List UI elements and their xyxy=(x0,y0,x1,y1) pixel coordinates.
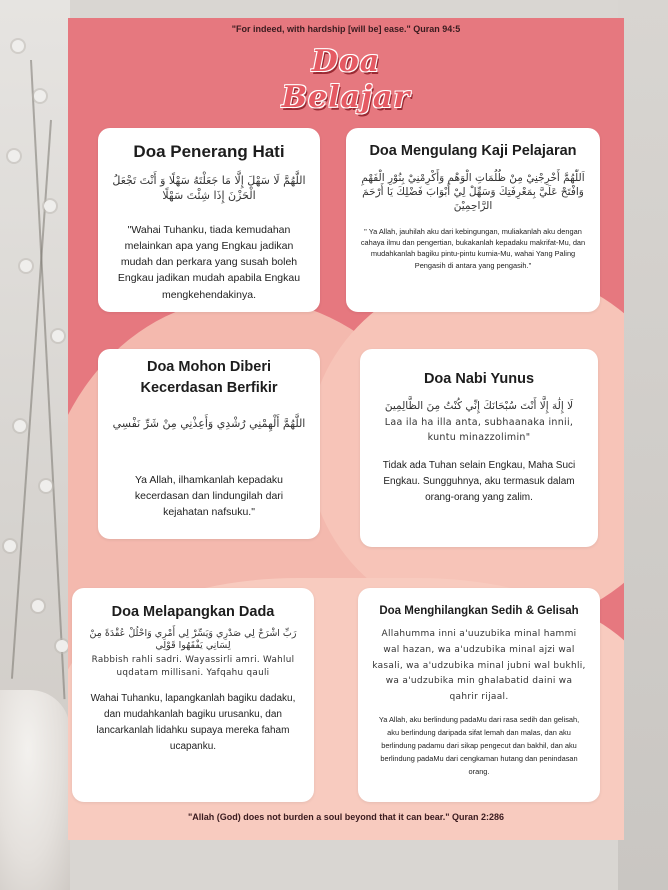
card-heading: Doa Menghilangkan Sedih & Gelisah xyxy=(379,605,579,617)
transliteration-text: Laa ila ha illa anta, subhaanaka innii, kuntu minazzolimin" xyxy=(384,417,574,443)
flower xyxy=(40,480,52,492)
flower xyxy=(34,90,46,102)
top-quote: "For indeed, with hardship [will be] ease." Quran 94:5 xyxy=(231,24,461,34)
card-heading: Doa Melapangkan Dada xyxy=(111,604,275,620)
flower xyxy=(8,150,20,162)
flower xyxy=(32,600,44,612)
flower xyxy=(52,330,64,342)
flower xyxy=(12,40,24,52)
flower xyxy=(56,640,68,652)
card-heading: Doa Mohon Diberi Kecerdasan Berfikir xyxy=(140,359,278,397)
transliteration-text: Rabbish rahli sadri. Wayassirli amri. Wahlul uqdatam millisani. Yafqahu qauli xyxy=(91,654,295,679)
white-vase xyxy=(0,690,70,890)
flower xyxy=(14,420,26,432)
meaning-text: Ya Allah, aku berlindung padaMu dari rasa sedih dan gelisah, aku berlindung daripada sifat lemah dan malas, dan aku berlindung padamu dari sikap pengecut dan bakhil, dan aku berlindung padaMu dari cengkaman hutang dan penindasan orang. xyxy=(378,714,580,776)
doa-card-mengulang-kaji xyxy=(346,128,600,312)
card-heading: Doa Mengulang Kaji Pelajaran xyxy=(369,143,577,159)
arabic-text: اللَّهُمَّ أَلْهِمْنِي رُشْدِي وَأَعِذْنِي مِنْ شَرِّ نَفْسِي xyxy=(112,417,306,431)
meaning-text: Ya Allah, ilhamkanlah kepadaku kecerdasan dan lindungilah dari kejahatan nafsuku." xyxy=(134,473,284,519)
meaning-text: " Ya Allah, jauhilah aku dari kebingungan, muliakanlah aku dengan cahaya ilmu dan pengertian, bukakanlah kepadaku makrifat-Mu, dan mudahkanlah bagiku pintu-pintu kurnia-Mu, wahai Yang Paling Pengasih di antara yang pengasih." xyxy=(360,226,586,270)
meaning-text: Wahai Tuhanku, lapangkanlah bagiku dadaku, dan mudahkanlah bagiku urusanku, dan lancarkanlah lidahku supaya mereka faham ucapanku. xyxy=(90,693,296,752)
card-heading: Doa Nabi Yunus xyxy=(423,371,535,387)
meaning-text: Tidak ada Tuhan selain Engkau, Maha Suci Engkau. Sungguhnya, aku termasuk dalam orang-orang yang zalim. xyxy=(382,459,576,503)
flower xyxy=(20,260,32,272)
arabic-text: اَللّٰهُمَّ أَخْرِجْنِيْ مِنْ ظُلُمَاتِ الْوَهْمِ وَأَكْرِمْنِيْ بِنُوْرِ الْفَهْمِ وَافْتَحْ عَلَيَّ بِمَعْرِفَتِكَ وَسَهِّلْ لِيْ أَبْوَابَ فَضْلِكَ يَا أَرْحَمَ الرَّاحِمِيْنَ xyxy=(361,172,585,213)
arabic-text: لَا إِلَٰهَ إِلَّا أَنْتَ سُبْحَانَكَ إِنِّي كُنْتُ مِنَ الظَّالِمِينَ xyxy=(384,400,574,412)
flower xyxy=(44,200,56,212)
card-heading: Doa Penerang Hati xyxy=(133,142,285,161)
poster-title-line2: Belajar xyxy=(281,80,411,115)
bottom-quote: "Allah (God) does not burden a soul beyond that it can bear." Quran 2:286 xyxy=(187,812,505,822)
flower xyxy=(4,540,16,552)
doa-card-kecerdasan xyxy=(98,349,320,539)
doa-card-sedih-gelisah xyxy=(358,588,600,802)
doa-card-melapangkan-dada xyxy=(72,588,314,802)
meaning-text: "Wahai Tuhanku, tiada kemudahan melainkan apa yang Engkau jadikan mudah dan perkara yang susah boleh Engkau jadikan mudah apabila Engkau mengkehendakinya. xyxy=(117,223,301,301)
arabic-text: اللَّهُمَّ لَا سَهْلَ إِلَّا مَا جَعَلْتَهُ سَهْلًا وَ أَنْتَ تَجْعَلُ الْحَزْنَ إِذَا شِئْتَ سَهْلًا xyxy=(112,174,306,202)
arabic-text: رَبِّ اشْرَحْ لِي صَدْرِي وَيَسِّرْ لِي أَمْرِي وَاحْلُلْ عُقْدَةً مِنْ لِسَانِي يَفْقَهُوا قَوْلِي xyxy=(89,628,297,651)
doa-card-penerang-hati xyxy=(98,128,320,312)
transliteration-text: Allahumma inni a'uuzubika minal hammi wal hazan, wa a'udzubika minal ajzi wal kasali, wa a'udzubika minal jubni wal bukhli, wa a'udzubika min ghalabatid daini wa qahrir rijaal. xyxy=(372,629,586,702)
background-wall-right xyxy=(618,0,668,890)
doa-card-nabi-yunus xyxy=(360,349,598,547)
poster-title-line1: Doa xyxy=(311,44,381,79)
